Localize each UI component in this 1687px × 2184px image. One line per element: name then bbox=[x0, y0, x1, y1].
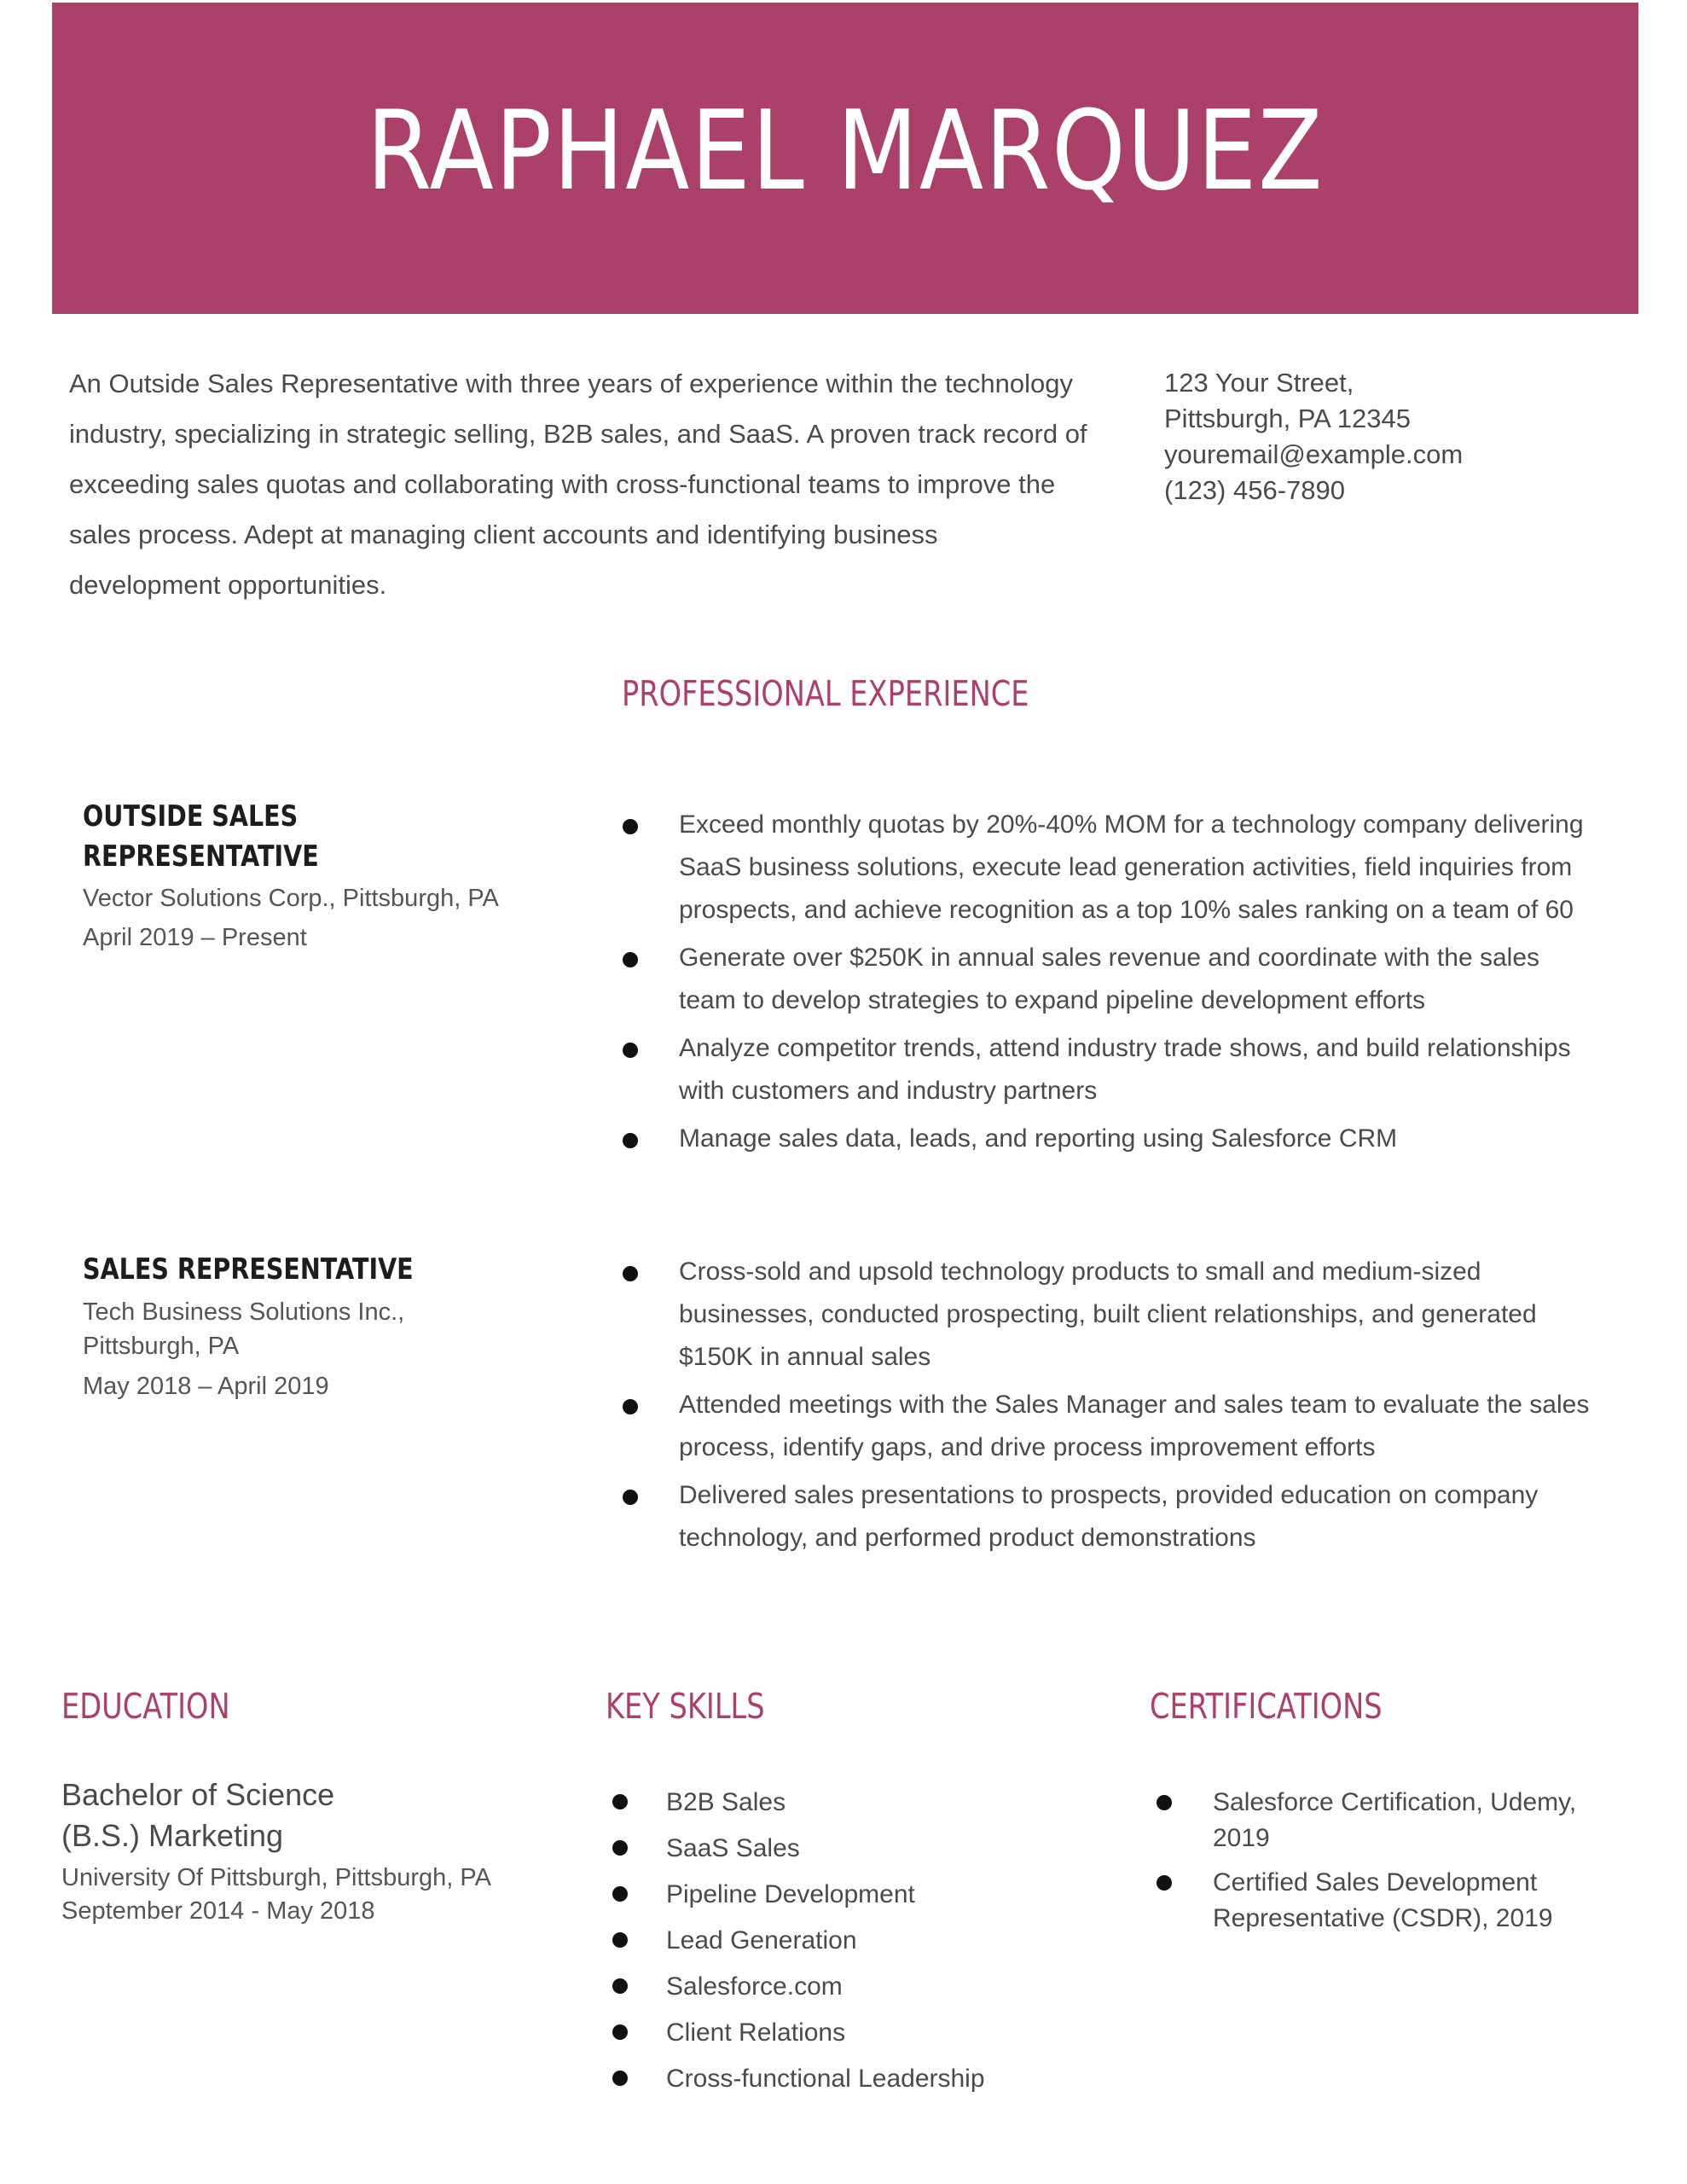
job-dates: May 2018 – April 2019 bbox=[83, 1373, 329, 1400]
list-item: SaaS Sales bbox=[607, 1826, 1085, 1872]
candidate-name: RAPHAEL MARQUEZ bbox=[366, 88, 1325, 215]
education-dates: September 2014 - May 2018 bbox=[61, 1897, 375, 1925]
job-company: Vector Solutions Corp., Pittsburgh, PA bbox=[83, 885, 499, 912]
job-info bbox=[83, 1250, 458, 1406]
list-item: Exceed monthly quotas by 20%-40% MOM for a technology company delivering SaaS business solutions, execute lead generation activities, field inquiries from prospects, and achieve recognition as a top 10% sales ranking on a team of 60 bbox=[623, 804, 1591, 932]
certifications-heading: CERTIFICATIONS bbox=[1150, 1686, 1383, 1727]
list-item: Generate over $250K in annual sales revenue and coordinate with the sales team to develop strategies to expand pipeline development efforts bbox=[623, 937, 1591, 1022]
contact-street: 123 Your Street, bbox=[1164, 368, 1354, 398]
job-title: OUTSIDE SALES REPRESENTATIVE bbox=[83, 799, 319, 874]
job-dates: April 2019 – Present bbox=[83, 924, 307, 951]
list-item: Delivered sales presentations to prospects, provided education on company technology, and performed product demonstrations bbox=[623, 1474, 1591, 1560]
header-band bbox=[52, 3, 1638, 314]
school: University Of Pittsburgh, Pittsburgh, PA bbox=[61, 1864, 491, 1891]
certifications-list bbox=[1151, 1785, 1629, 1945]
summary-paragraph: An Outside Sales Representative with three years of experience within the technology industry, specializing in strategic selling, B2B sales, and SaaS. A proven track record of exceeding sales quotas and collaborating with cross-functional teams to improve the sales process. Adept at managing client accounts and identifying business development opportunities. bbox=[69, 369, 1087, 600]
list-item: Salesforce Certification, Udemy, 2019 bbox=[1151, 1785, 1588, 1856]
job-company: Tech Business Solutions Inc., Pittsburgh, PA bbox=[83, 1298, 405, 1360]
job-info bbox=[83, 797, 560, 957]
list-item: Analyze competitor trends, attend industry trade shows, and build relationships with customers and industry partners bbox=[623, 1027, 1591, 1112]
experience-heading: PROFESSIONAL EXPERIENCE bbox=[622, 673, 1029, 714]
list-item: Manage sales data, leads, and reporting using Salesforce CRM bbox=[623, 1118, 1591, 1160]
degree: Bachelor of Science (B.S.) Marketing bbox=[61, 1777, 335, 1853]
list-item: B2B Sales bbox=[607, 1780, 1085, 1826]
education-block bbox=[61, 1774, 539, 1928]
list-item: Lead Generation bbox=[607, 1918, 1085, 1964]
job-title: SALES REPRESENTATIVE bbox=[83, 1252, 414, 1287]
list-item: Pipeline Development bbox=[607, 1872, 1085, 1918]
job-bullets bbox=[623, 804, 1591, 1165]
list-item: Salesforce.com bbox=[607, 1964, 1085, 2010]
contact-city: Pittsburgh, PA 12345 bbox=[1164, 404, 1411, 433]
contact-phone[interactable]: (123) 456-7890 bbox=[1164, 475, 1345, 505]
list-item: Client Relations bbox=[607, 2010, 1085, 2056]
job-bullets bbox=[623, 1251, 1591, 1565]
list-item: Cross-sold and upsold technology products to small and medium-sized businesses, conducted prospecting, built client relationships, and generated $150K in annual sales bbox=[623, 1251, 1591, 1379]
list-item: Certified Sales Development Representative (CSDR), 2019 bbox=[1151, 1865, 1588, 1937]
contact-email[interactable]: youremail@example.com bbox=[1164, 439, 1464, 469]
skills-heading: KEY SKILLS bbox=[606, 1686, 765, 1727]
list-item: Cross-functional Leadership bbox=[607, 2056, 1085, 2102]
contact-block bbox=[1164, 365, 1463, 508]
education-heading: EDUCATION bbox=[61, 1686, 230, 1727]
list-item: Attended meetings with the Sales Manager and sales team to evaluate the sales process, identify gaps, and drive process improvement efforts bbox=[623, 1384, 1591, 1469]
skills-list bbox=[607, 1780, 1085, 2102]
